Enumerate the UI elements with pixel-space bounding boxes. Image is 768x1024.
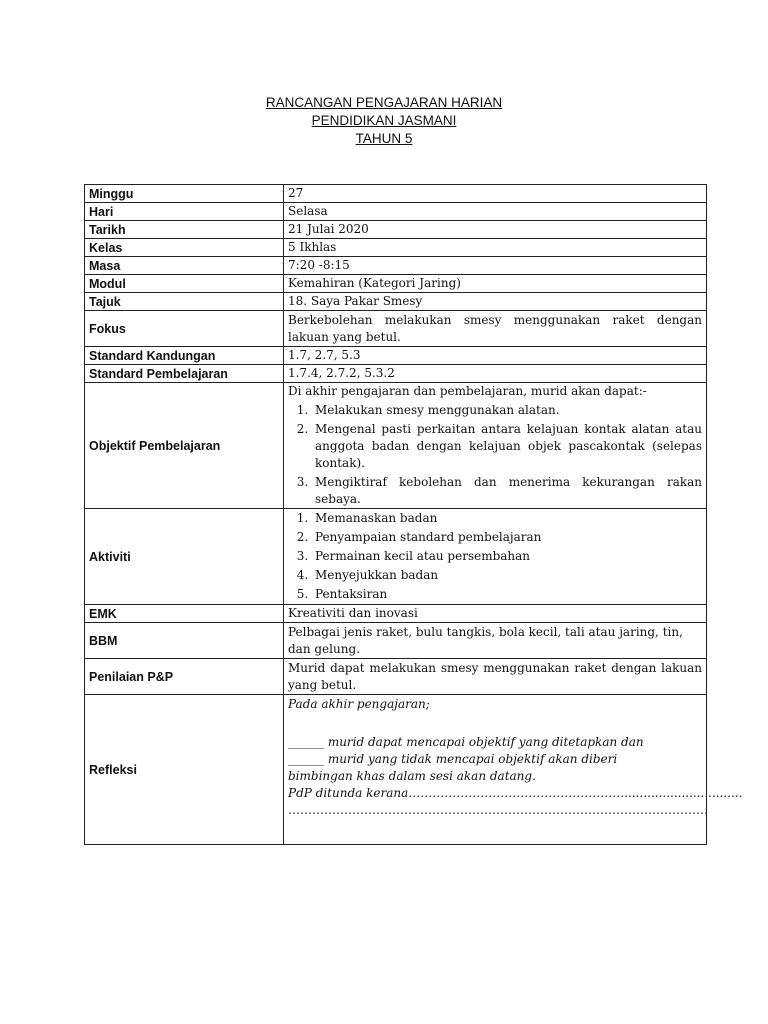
row-tajuk [85, 293, 707, 311]
label-fokus: Fokus [85, 311, 284, 347]
title-line-2: PENDIDIKAN JASMANI [311, 113, 457, 128]
objektif-intro: Di akhir pengajaran dan pembelajaran, murid akan dapat:- [288, 384, 647, 398]
row-aktiviti [85, 509, 707, 605]
row-hari [85, 203, 707, 221]
label-aktiviti: Aktiviti [85, 509, 284, 605]
label-standard-pembelajaran: Standard Pembelajaran [85, 365, 284, 383]
label-tarikh: Tarikh [85, 221, 284, 239]
label-tajuk: Tajuk [85, 293, 284, 311]
label-bbm: BBM [85, 623, 284, 659]
label-standard-kandungan: Standard Kandungan [85, 347, 284, 365]
refleksi-spacer [288, 713, 666, 730]
row-minggu [85, 185, 707, 203]
label-penilaian: Penilaian P&P [85, 659, 284, 695]
row-emk [85, 605, 707, 623]
value-tajuk: 18. Saya Pakar Smesy [284, 293, 707, 311]
row-tarikh [85, 221, 707, 239]
list-item: 1. Melakukan smesy menggunakan alatan. [312, 402, 702, 419]
row-modul [85, 275, 707, 293]
value-refleksi [284, 695, 743, 845]
value-modul: Kemahiran (Kategori Jaring) [284, 275, 707, 293]
row-refleksi [85, 695, 707, 845]
value-fokus: Berkebolehan melakukan smesy menggunakan raket dengan lakuan yang betul. [284, 311, 707, 347]
label-modul: Modul [85, 275, 284, 293]
row-objektif [85, 383, 707, 509]
label-refleksi: Refleksi [85, 695, 284, 845]
value-bbm: Pelbagai jenis raket, bulu tangkis, bola kecil, tali atau jaring, tin, dan gelung. [284, 623, 707, 659]
value-tarikh: 21 Julai 2020 [284, 221, 707, 239]
row-kelas [85, 239, 707, 257]
value-objektif [284, 383, 707, 509]
refleksi-blank-line: …………………………………………………………………………………………… [288, 803, 708, 817]
value-penilaian: Murid dapat melakukan smesy menggunakan raket dengan lakuan yang betul. [284, 659, 707, 695]
row-fokus [85, 311, 707, 347]
row-bbm [85, 623, 707, 659]
objektif-list [288, 402, 702, 508]
label-objektif: Objektif Pembelajaran [85, 383, 284, 509]
label-masa: Masa [85, 257, 284, 275]
label-kelas: Kelas [85, 239, 284, 257]
value-standard-pembelajaran: 1.7.4, 2.7.2, 5.3.2 [284, 365, 707, 383]
refleksi-intro: Pada akhir pengajaran; [288, 697, 430, 711]
refleksi-achievement: ______ murid dapat mencapai objektif yang ditetapkan dan ______ murid yang tidak mencapai objektif akan diberi bimbingan khas dalam sesi akan datang. [288, 735, 644, 783]
list-item: 1. Memanaskan badan [312, 509, 702, 528]
value-aktiviti [284, 509, 707, 605]
list-item: 3. Permainan kecil atau persembahan [312, 547, 702, 566]
row-standard-kandungan [85, 347, 707, 365]
value-hari: Selasa [284, 203, 707, 221]
value-standard-kandungan: 1.7, 2.7, 5.3 [284, 347, 707, 365]
title-line-3: TAHUN 5 [355, 131, 413, 146]
title-line-1: RANCANGAN PENGAJARAN HARIAN [265, 95, 503, 110]
value-emk: Kreativiti dan inovasi [284, 605, 707, 623]
document-title [0, 94, 768, 148]
list-item: 4. Menyejukkan badan [312, 566, 702, 585]
value-kelas: 5 Ikhlas [284, 239, 707, 257]
value-masa: 7:20 -8:15 [284, 257, 707, 275]
label-emk: EMK [85, 605, 284, 623]
list-item: 3. Mengiktiraf kebolehan dan menerima kekurangan rakan sebaya. [312, 474, 702, 508]
row-masa [85, 257, 707, 275]
refleksi-postponed: PdP ditunda kerana………………………………………………............................... [288, 786, 743, 800]
row-penilaian [85, 659, 707, 695]
label-minggu: Minggu [85, 185, 284, 203]
label-hari: Hari [85, 203, 284, 221]
aktiviti-list [288, 509, 702, 604]
list-item: 2. Penyampaian standard pembelajaran [312, 528, 702, 547]
list-item: 2. Mengenal pasti perkaitan antara kelajuan kontak alatan atau anggota badan dengan kelajuan objek pascakontak (selepas kontak). [312, 421, 702, 472]
row-standard-pembelajaran [85, 365, 707, 383]
value-minggu: 27 [284, 185, 707, 203]
lesson-plan-table [84, 184, 743, 845]
list-item: 5. Pentaksiran [312, 585, 702, 604]
